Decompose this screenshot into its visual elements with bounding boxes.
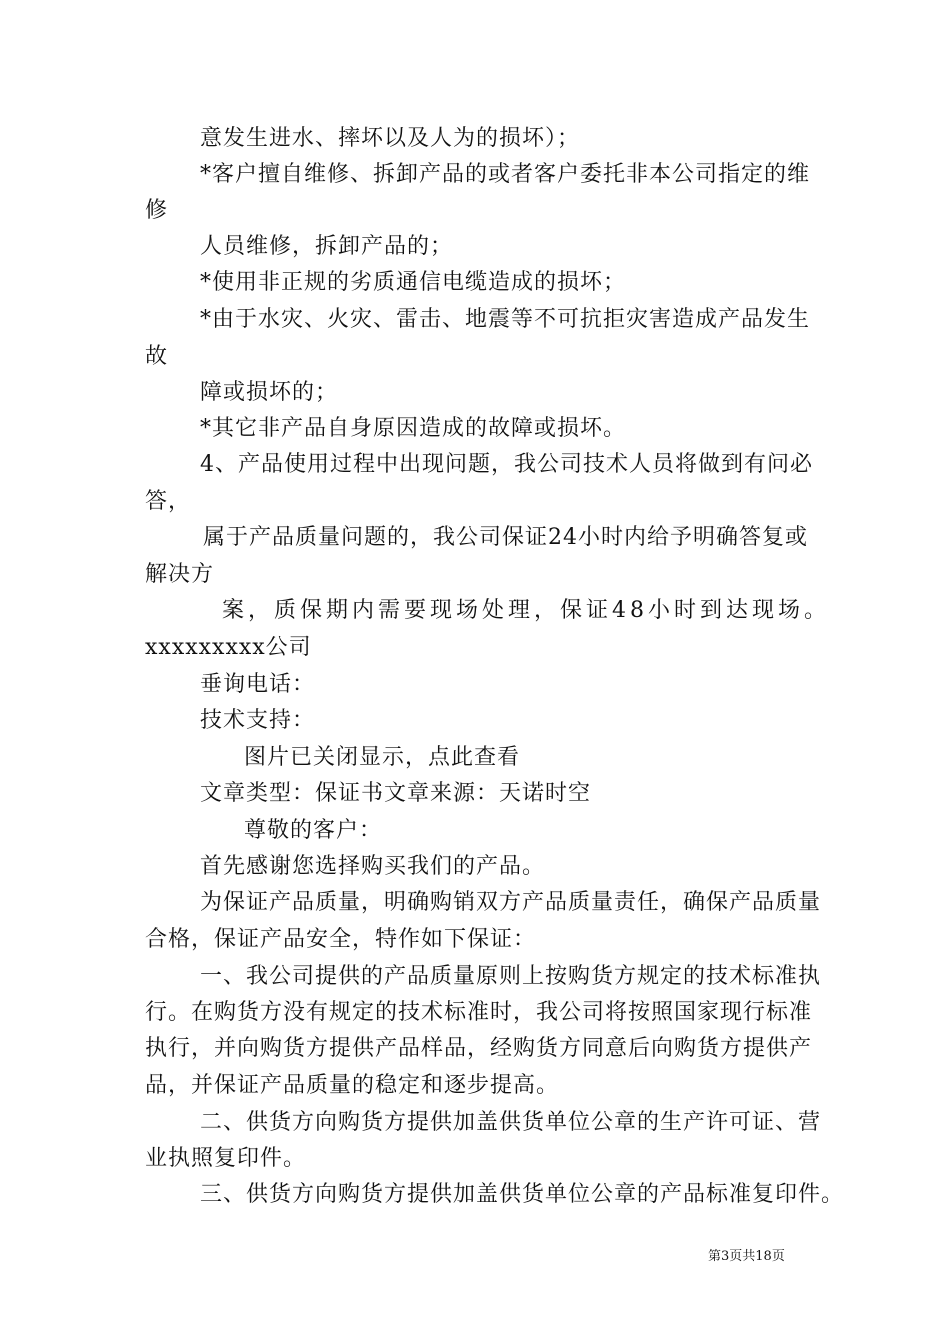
text-line: 一、我公司提供的产品质量原则上按购货方规定的技术标准执 bbox=[200, 964, 822, 989]
text-line: 障或损坏的； bbox=[200, 380, 339, 405]
text-line: *客户擅自维修、拆卸产品的或者客户委托非本公司指定的维 bbox=[200, 162, 811, 187]
text-line: 垂询电话： bbox=[200, 672, 316, 697]
text-line: 业执照复印件。 bbox=[145, 1146, 307, 1171]
text-line: 三、供货方向购货方提供加盖供货单位公章的产品标准复印件。 bbox=[200, 1182, 845, 1207]
text-line: xxxxxxxxx公司 bbox=[145, 635, 312, 660]
text-line: 解决方 bbox=[145, 562, 215, 587]
text-line: 故 bbox=[145, 344, 169, 369]
text-line: 文章类型：保证书文章来源：天诺时空 bbox=[200, 781, 592, 806]
text-line: 人员维修，拆卸产品的； bbox=[200, 234, 454, 259]
text-line: *使用非正规的劣质通信电缆造成的损坏； bbox=[200, 270, 627, 295]
text-line: 意发生进水、摔坏以及人为的损坏）； bbox=[200, 126, 581, 151]
text-line: 案，质保期内需要现场处理，保证48小时到达现场。 bbox=[222, 598, 830, 623]
text-line: *其它非产品自身原因造成的故障或损坏。 bbox=[200, 416, 627, 441]
text-line: 首先感谢您选择购买我们的产品。 bbox=[200, 854, 546, 879]
text-line: 属于产品质量问题的，我公司保证24小时内给予明确答复或 bbox=[203, 525, 808, 550]
page-number: 第3页共18页 bbox=[708, 1249, 785, 1264]
text-line: 执行，并向购货方提供产品样品，经购货方同意后向购货方提供产 bbox=[145, 1036, 813, 1061]
text-line: 行。在购货方没有规定的技术标准时，我公司将按照国家现行标准 bbox=[145, 1000, 813, 1025]
text-line: *由于水灾、火灾、雷击、地震等不可抗拒灾害造成产品发生 bbox=[200, 307, 811, 332]
text-line: 合格，保证产品安全，特作如下保证： bbox=[145, 927, 537, 952]
image-placeholder-link[interactable]: 图片已关闭显示，点此查看 bbox=[244, 745, 521, 770]
text-line: 4、产品使用过程中出现问题，我公司技术人员将做到有问必 bbox=[200, 452, 813, 477]
text-line: 尊敬的客户： bbox=[244, 818, 383, 843]
text-line: 品，并保证产品质量的稳定和逐步提高。 bbox=[145, 1073, 560, 1098]
text-line: 答， bbox=[145, 489, 192, 514]
text-line: 修 bbox=[145, 198, 169, 223]
text-line: 技术支持： bbox=[200, 708, 316, 733]
text-line: 二、供货方向购货方提供加盖供货单位公章的生产许可证、营 bbox=[200, 1110, 822, 1135]
text-line: 为保证产品质量，明确购销双方产品质量责任，确保产品质量 bbox=[200, 890, 822, 915]
